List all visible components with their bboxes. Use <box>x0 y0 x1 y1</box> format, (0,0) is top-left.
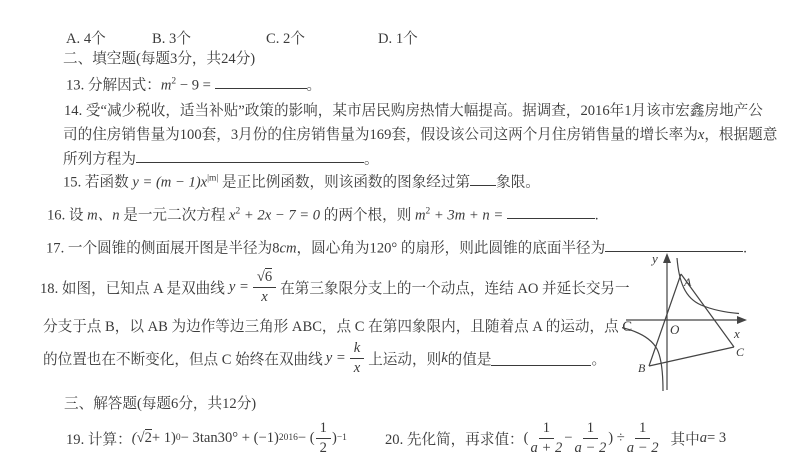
q16-text2: 是一元二次方程 <box>119 207 230 224</box>
q20-frac1-den: a + 2 <box>530 439 563 456</box>
figure-label-B: B <box>638 361 646 375</box>
sqrt-icon: √ <box>136 429 145 446</box>
q20-open-paren: ( <box>523 429 529 446</box>
hyperbola-triangle-figure <box>622 248 786 396</box>
q20-divide: ) ÷ <box>608 429 625 446</box>
q19-frac-num: 1 <box>316 420 331 439</box>
question-20 <box>385 412 726 464</box>
question-14-line3 <box>63 147 379 168</box>
q14-line2-text: 司的住房销售量为100套，3月份的住房销售量为169套，假设该公司这两个月住房销售量的增长率为 <box>63 127 698 143</box>
q20-minus: − <box>564 429 573 446</box>
option-c-label: C. 2个 <box>266 31 305 47</box>
q15-exponent: |m| <box>207 173 219 184</box>
q20-label: 20. 先化简，再求值： <box>385 431 524 448</box>
option-a <box>66 27 106 48</box>
q15-text2: 是正比例函数，则该函数的图象经过第 <box>218 174 471 191</box>
q18-fraction-k-over-x <box>350 340 364 377</box>
q17-unit-cm: cm <box>279 240 297 257</box>
q17-period: . <box>743 240 747 257</box>
q16-eq-tail: + 2x − 7 = 0 <box>240 207 321 224</box>
q18-fraction-sqrt6-over-x <box>253 269 276 306</box>
q19-close-paren: ) <box>331 429 337 446</box>
q15-tail: 象限。 <box>496 174 540 191</box>
figure-label-y: y <box>652 251 658 266</box>
option-b-label: B. 3个 <box>152 31 191 47</box>
figure-label-A: A <box>684 275 692 289</box>
q18-text4: 上运动，则 <box>368 351 442 368</box>
q18-denominator-x: x <box>261 288 268 305</box>
q19-frac-den: 2 <box>319 439 327 456</box>
option-a-label: A. 4个 <box>66 31 106 47</box>
question-14-line1: 14. 受“减少税收，适当补贴”政策的影响，某市居民购房热情大幅提高。据调查，2016年1月该市宏鑫房地产公 <box>64 103 763 119</box>
q16-text3: 的两个根，则 <box>320 207 415 224</box>
question-14-line2 <box>63 123 777 144</box>
segment-BC <box>649 347 734 366</box>
q13-formula-tail: − 9 = <box>176 77 211 94</box>
q20-frac3-den: a − 2 <box>626 439 659 456</box>
y-axis-arrow-icon <box>663 253 671 263</box>
q19-minus-open: − ( <box>297 429 315 446</box>
q13-answer-blank <box>215 73 307 89</box>
q20-frac3-num: 1 <box>635 420 650 439</box>
question-18-line1 <box>40 264 630 310</box>
question-19 <box>66 412 347 464</box>
question-16 <box>47 203 599 224</box>
q13-var-m: m <box>160 77 172 94</box>
q16-eq-sup: 2 <box>235 206 241 217</box>
x-axis-arrow-icon <box>737 316 747 324</box>
q19-mid: − 3tan30° + (−1) <box>180 429 279 446</box>
q18-text5: 的值是 <box>447 351 492 368</box>
q20-frac2-den: a − 2 <box>574 439 607 456</box>
q18-text3: 的位置也在不断变化，但点 C 始终在双曲线 <box>43 351 323 368</box>
q20-fraction-2 <box>575 420 607 457</box>
option-d <box>378 27 418 48</box>
q16-eq-x: x <box>229 207 236 224</box>
q13-label: 13. 分解因式： <box>66 77 161 94</box>
q20-condition-text: 其中 <box>670 431 700 448</box>
q19-open-paren: ( <box>131 429 137 446</box>
question-18-line2: 分支于点 B，以 AB 为边作等边三角形 ABC，点 C 在第四象限内，且随着点 A 的运动，点 C <box>43 319 633 335</box>
q14-line2-tail: ，根据题意 <box>704 127 778 143</box>
q18-denominator-x2: x <box>353 359 361 376</box>
q15-text: 15. 若函数 <box>63 174 133 191</box>
q18-text2: 在第三象限分支上的一个动点，连结 AO 并延长交另一 <box>280 280 630 297</box>
q14-line3-text: 所列方程为 <box>63 151 136 168</box>
question-18-line3 <box>43 338 606 378</box>
q18-radicand: 6 <box>264 268 273 285</box>
q20-frac2-num: 1 <box>583 420 598 439</box>
sqrt-icon: √ <box>256 268 265 285</box>
q15-answer-blank <box>470 170 496 186</box>
q16-period: . <box>594 207 599 224</box>
q17-text2: ，圆心角为120° 的扇形，则此圆锥的底面半径为 <box>296 240 606 257</box>
q18-answer-blank <box>491 350 591 366</box>
q18-period: 。 <box>591 351 607 368</box>
q15-function: y = (m − 1)x <box>132 174 208 191</box>
q19-plus1: + 1) <box>151 429 176 446</box>
q13-period: 。 <box>306 77 322 94</box>
section2-heading: 二、填空题(每题3分，共24分) <box>63 51 256 67</box>
q18-eq1: y = <box>228 278 249 295</box>
question-13 <box>66 73 321 94</box>
hyperbola-branch-q3 <box>622 327 663 391</box>
figure-label-C: C <box>736 345 745 359</box>
q20-fraction-3 <box>627 420 659 457</box>
q13-exponent: 2 <box>171 76 177 87</box>
q18-eq2: y = <box>325 349 346 366</box>
q18-text: 18. 如图，已知点 A 是双曲线 <box>40 280 225 297</box>
q19-exp-neg1: −1 <box>336 433 347 443</box>
q14-var-x: x <box>697 127 705 143</box>
q14-period: 。 <box>363 151 379 168</box>
question-15 <box>63 170 540 191</box>
option-c <box>266 27 305 48</box>
q18-numerator-k: k <box>350 340 364 359</box>
option-d-label: D. 1个 <box>378 31 418 47</box>
q16-expr-sup: 2 <box>425 206 431 217</box>
q19-exp-2016: 2016 <box>278 433 298 443</box>
q16-text: 16. 设 <box>47 207 88 224</box>
q20-condition-value: = 3 <box>707 429 727 446</box>
figure-label-x: x <box>734 326 740 341</box>
q16-expr-m: m <box>414 207 426 224</box>
q18-var-k: k <box>441 349 448 366</box>
q20-fraction-1 <box>531 420 563 457</box>
q16-expr-tail: + 3m + n = <box>430 207 504 224</box>
q19-fraction-one-half <box>316 420 331 457</box>
option-b <box>152 27 191 48</box>
q14-answer-blank <box>136 147 364 163</box>
q16-vars-mn: m、n <box>87 207 120 224</box>
q19-label: 19. 计算： <box>66 431 132 448</box>
q17-text: 17. 一个圆锥的侧面展开图是半径为8 <box>46 240 280 257</box>
q20-frac1-num: 1 <box>539 420 554 439</box>
section3-heading: 三、解答题(每题6分，共12分) <box>64 396 257 412</box>
q19-exp-0: 0 <box>175 433 181 443</box>
q20-var-a: a <box>699 429 708 446</box>
q16-answer-blank <box>507 203 595 219</box>
figure-label-origin: O <box>670 322 680 337</box>
q19-radicand: 2 <box>144 430 152 446</box>
